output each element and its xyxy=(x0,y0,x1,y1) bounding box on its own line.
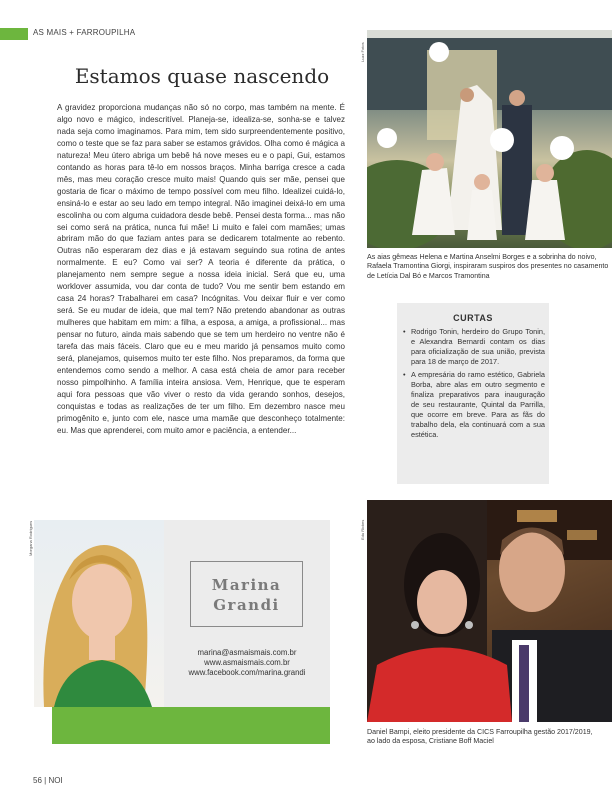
section-color-bar xyxy=(0,28,28,40)
article-body xyxy=(57,102,345,437)
curtas-title: CURTAS xyxy=(453,313,493,323)
curtas-item: • A empresária do ramo estético, Gabriela Borba, abre alas em outro segmento e finaliza preparativos para inauguração de seu restaurante, Quintal da Parrilla, que ocorre em breve. Para as fãs do trabalho dela, ela continuará com a sua estética. xyxy=(403,370,545,440)
magazine-name: NOI xyxy=(48,776,63,785)
couple-photo xyxy=(367,500,612,722)
portrait-credit: Morgana Rodrigues xyxy=(28,520,33,556)
author-website: www.asmaismais.com.br xyxy=(204,658,290,667)
curtas-item: • Rodrigo Tonin, herdeiro do Grupo Tonin, e Alexandra Bernardi contam os dias para oficialização de sua união, prevista para 18 de março de 2017. xyxy=(403,327,545,367)
article-title: Estamos quase nascendo xyxy=(74,64,330,88)
author-first-name: Marina xyxy=(211,576,282,594)
footer-separator: | xyxy=(44,776,47,785)
author-last-name: Grandi xyxy=(213,596,280,614)
curtas-list xyxy=(403,327,545,443)
author-accent-bar xyxy=(52,707,330,744)
wedding-photo xyxy=(367,30,612,248)
article-body-text: A gravidez proporciona mudanças não só no corpo, mas também na mente. É algo novo e mágico, indescritível. Planeja-se, idealiza-se, sonha-se e talvez nada seja como imaginamos. Para mim, tem sido surpreendentemente positivo, como o teste que se faz para saber se estamos grávidos. Olha como é mágica a natureza! Meu útero abriga um bebê há nove meses eu e o papi, Gui, estamos contando as horas para tê-lo em nossos braços. Minha barriga cresce a cada mês, mas meu coração cresce muito mais! Quando quis ser mãe, pensei que gostaria de ficar o máximo de tempo possível com meu filho. Idealizei cuidá-lo, ensiná-lo e estar ao seu lado em tempo integral. Não imaginei deixá-lo em uma escolinha ou com alguma cuidadora desde bebê. Pensei desta forma... mas não sei como será na prática, nunca fui mãe! Li muito e falei com mamães; umas abriram mão do que faziam antes para se dedicarem totalmente ao rebento. Outras não esperaram dez dias e já estavam seguindo sua rotina de antes normalmente. E eu? Como vai ser? A teoria é diferente da prática, o planejamento nem sempre segue a nossa ideia inicial. Será que eu, uma worklover assumida, vou dar conta de tudo? Vou me sentir bem estando em casa 24 horas? Trabalharei em casa? Incógnitas. Vou deixar fluir e ver como será. Se eu mudar de ideia, que mal tem? Não pretendo abandonar as outras mulheres que habitam em mim: a filha, a esposa, a amiga, a profissional... mas pensar no futuro, ainda mais sabendo que se tem um herdeiro no ventre não é tarefa das mais fáceis. Claro que eu e meu marido já pensamos muito como será, planejamos, quisemos muito ter este filho. Nos preparamos, da forma que entendemos como sendo a melhor. A casa está cheia de amor para receber nosso pimpolhinho. A família inteira ansiosa. Vem, Henrique, que te esperam aqui fora pessoas que vão viver o resto da vida gerando sonhos, desejos, conquistas e todas as realizações de ter um filho. Em dezembro nasce meu primogênito e, junto com ele, nasce uma mamãe que desconheço totalmente: eu. Mas que aprenderei, com muito amor e paciência, a entender... xyxy=(57,103,345,435)
wedding-photo-caption: As aias gêmeas Helena e Martina Anselmi Borges e a sobrinha do noivo, Rafaela Tramontina Giorgi, inspiraram suspiros dos presentes no casamento de Letícia Dal Bó e Marcos Tramontina xyxy=(367,253,609,280)
author-portrait-illustration xyxy=(34,520,164,707)
page-number: 56 xyxy=(33,776,42,785)
section-label: AS MAIS + FARROUPILHA xyxy=(33,28,136,37)
wedding-photo-credit: Luzz Fotos xyxy=(360,42,365,62)
couple-photo-credit: Edu Rickes xyxy=(360,519,365,540)
page-footer xyxy=(33,776,63,785)
couple-photo-caption: Daniel Bampi, eleito presidente da CICS Farroupilha gestão 2017/2019, ao lado da esposa, Cristiane Boff Maciel xyxy=(367,728,593,746)
couple-photo-illustration xyxy=(367,500,612,722)
author-name-box xyxy=(190,561,303,627)
author-portrait xyxy=(34,520,164,707)
author-facebook: www.facebook.com/marina.grandi xyxy=(188,668,306,677)
curtas-sidebar xyxy=(397,303,549,484)
author-email: marina@asmaismais.com.br xyxy=(197,648,297,657)
wedding-photo-illustration xyxy=(367,30,612,248)
